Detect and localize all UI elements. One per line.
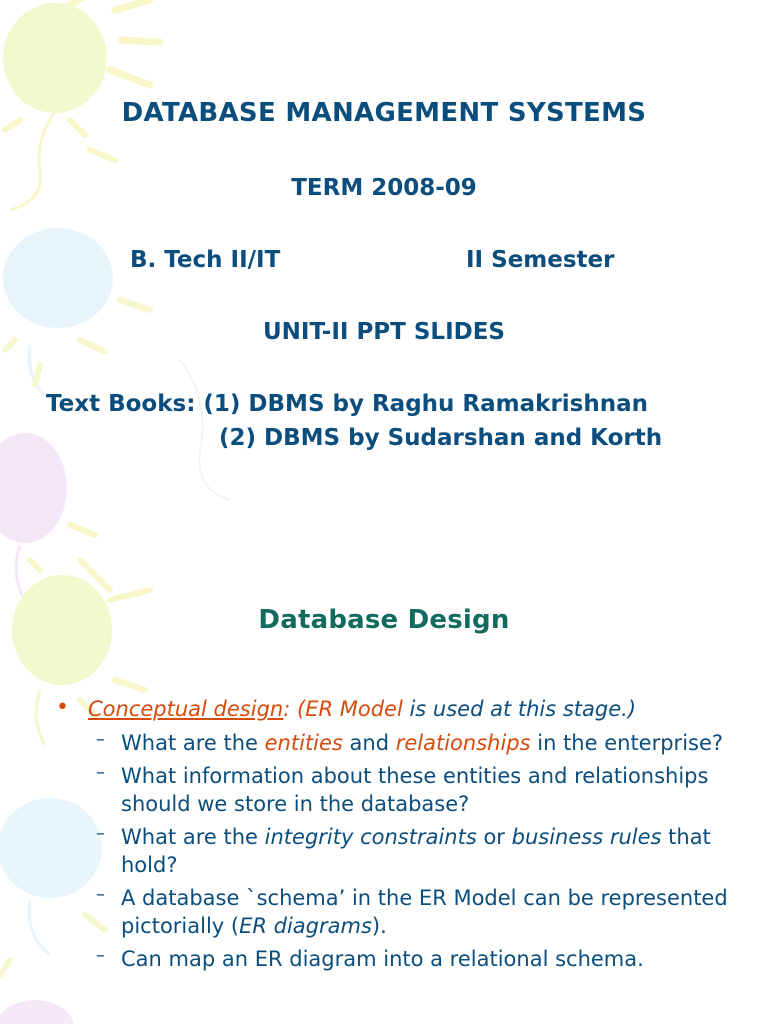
paren-open: ( (296, 697, 306, 721)
course-title: DATABASE MANAGEMENT SYSTEMS (121, 98, 647, 128)
dash-icon: – (96, 762, 105, 783)
bullet-colon: : (283, 697, 297, 721)
slide-database-design (0, 570, 768, 1024)
unit-label: UNIT-II PPT SLIDES (262, 319, 506, 345)
bullet-tail-text: is used at this stage.) (402, 697, 637, 721)
sub-text: that hold? (121, 825, 711, 877)
term-label: TERM 2008-09 (291, 175, 477, 201)
program-label: B. Tech II/IT (130, 247, 281, 273)
sub-item-entities (56, 729, 746, 757)
textbook-line-2: (2) DBMS by Sudarshan and Korth (219, 425, 663, 451)
sub-text: ). (371, 914, 387, 938)
business-rules-term: business rules (511, 825, 662, 849)
slide-heading: Database Design (258, 605, 510, 635)
sub-item-schema (56, 884, 746, 940)
bullet-conceptual-design (56, 695, 746, 723)
bullet-dot-icon: • (56, 695, 69, 720)
er-diagrams-term: ER diagrams (239, 914, 372, 938)
dash-icon: – (96, 729, 105, 750)
sub-item-constraints (56, 823, 746, 879)
sub-text: and (342, 731, 396, 755)
sub-text: A database `schema’ in the ER Model can be represented pictorially ( (121, 886, 728, 938)
sub-text: What are the (121, 825, 265, 849)
sub-item-mapping (56, 945, 746, 973)
sub-text: Can map an ER diagram into a relational schema. (121, 947, 644, 971)
sub-item-information (56, 762, 746, 818)
textbook-line-1: Text Books: (1) DBMS by Raghu Ramakrishnan (46, 391, 648, 417)
sub-text: What information about these entities and relationships should we store in the database? (121, 764, 709, 816)
integrity-constraints-term: integrity constraints (264, 825, 477, 849)
semester-label: II Semester (466, 247, 615, 273)
dash-icon: – (96, 945, 105, 966)
sub-text: or (476, 825, 512, 849)
entities-term: entities (264, 731, 343, 755)
dash-icon: – (96, 823, 105, 844)
sub-text: in the enterprise? (530, 731, 724, 755)
er-model-term: ER Model (305, 697, 403, 721)
bullet-list (56, 695, 746, 973)
relationships-term: relationships (395, 731, 531, 755)
sub-text: What are the (121, 731, 265, 755)
conceptual-design-term: Conceptual design (88, 697, 284, 721)
dash-icon: – (96, 884, 105, 905)
